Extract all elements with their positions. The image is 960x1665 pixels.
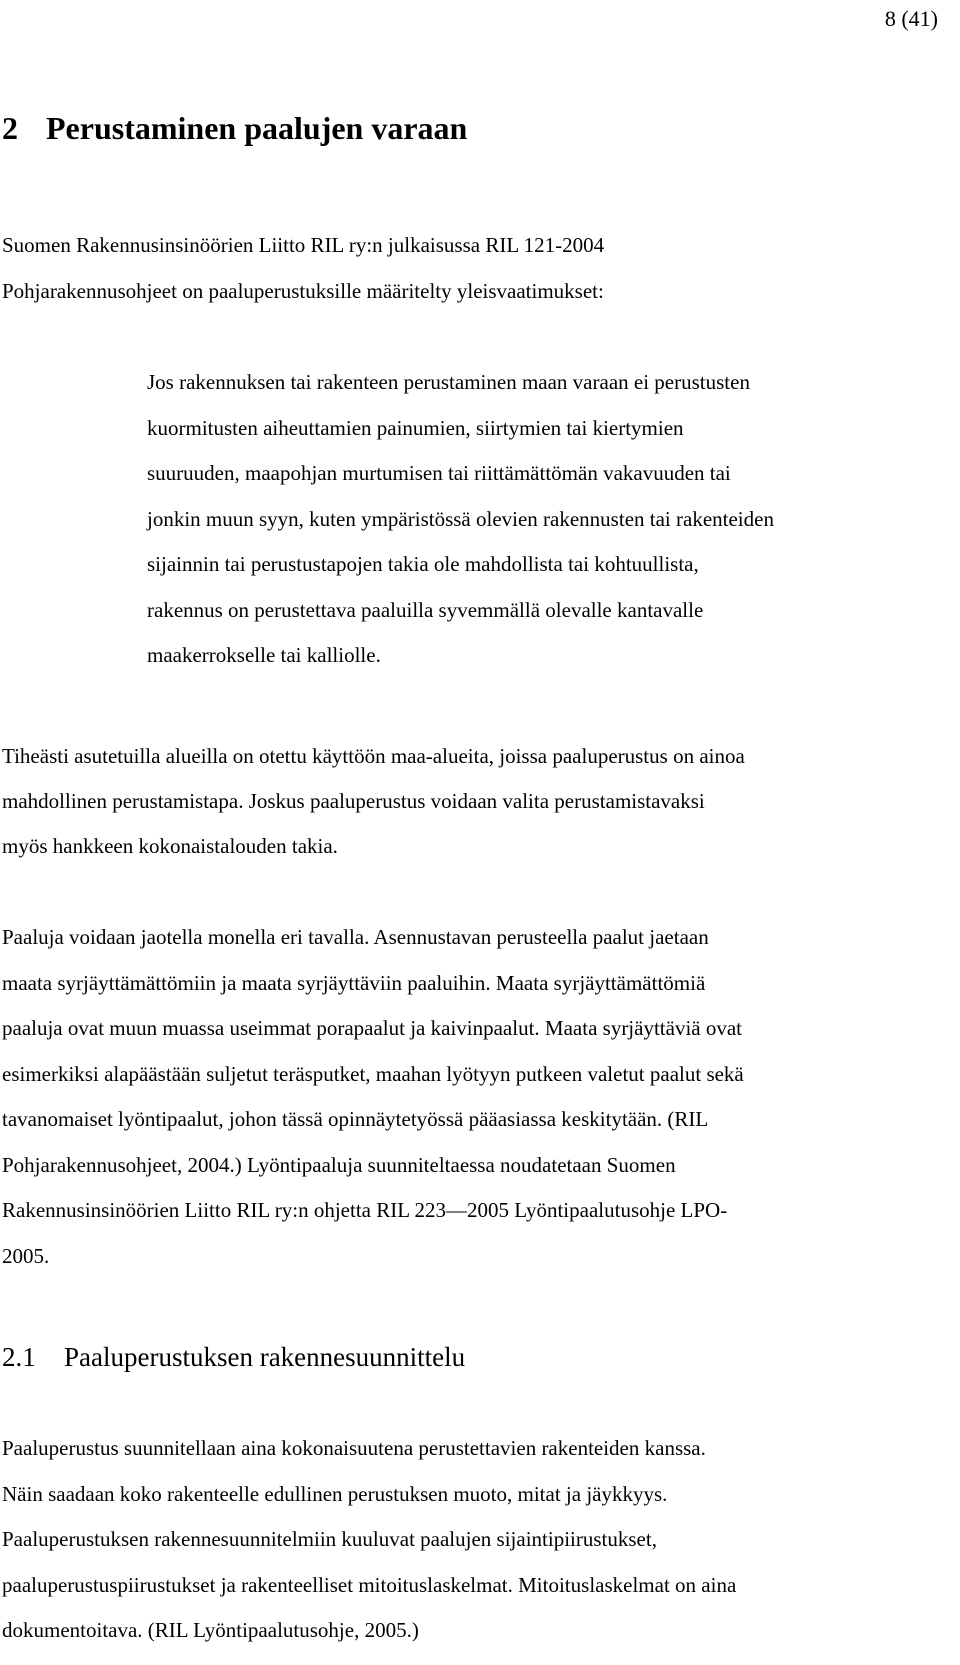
text-line: jonkin muun syyn, kuten ympäristössä olevien rakennusten tai rakenteiden: [147, 506, 774, 531]
text-line: tavanomaiset lyöntipaalut, johon tässä opinnäytetyössä pääasiassa keskitytään. (RIL: [2, 1107, 709, 1131]
text-line: Suomen Rakennusinsinöörien Liitto RIL ry:n julkaisussa RIL 121-2004: [2, 233, 605, 257]
section-number: 2.1: [2, 1342, 36, 1372]
text-line: Pohjarakennusohjeet, 2004.) Lyöntipaaluja suunniteltaessa noudatetaan Suomen: [2, 1152, 676, 1177]
text-line: dokumentoitava. (RIL Lyöntipaalutusohje, 2005.): [2, 1618, 419, 1642]
quoted-requirement: [147, 360, 937, 679]
chapter-number: 2: [2, 110, 18, 146]
intro-paragraph: [2, 222, 942, 314]
text-line: paaluperustuspiirustukset ja rakenteelliset mitoituslaskelmat. Mitoituslaskelmat on aina: [2, 1572, 737, 1597]
pile-types-paragraph: [2, 915, 942, 1279]
text-line: 2005.: [2, 1243, 50, 1268]
text-line: myös hankkeen kokonaistalouden takia.: [2, 834, 338, 858]
text-line: Rakennusinsinöörien Liitto RIL ry:n ohjetta RIL 223—2005 Lyöntipaalutusohje LPO-: [2, 1198, 728, 1222]
text-line: suuruuden, maapohjan murtumisen tai riittämättömän vakavuuden tai: [147, 461, 731, 485]
page-number: 8 (41): [884, 6, 938, 31]
text-line: Paaluperustus suunnitellaan aina kokonaisuutena perustettavien rakenteiden kanssa.: [2, 1436, 706, 1460]
text-line: maata syrjäyttämättömiin ja maata syrjäyttäviin paaluihin. Maata syrjäyttämättömiä: [2, 970, 706, 995]
design-paragraph: [2, 1426, 942, 1654]
section-heading: [2, 1340, 465, 1374]
text-line: rakennus on perustettava paaluilla syvemmällä olevalle kantavalle: [147, 597, 704, 622]
text-line: sijainnin tai perustustapojen takia ole mahdollista tai kohtuullista,: [147, 552, 699, 576]
dense-areas-paragraph: [2, 734, 942, 869]
chapter-heading: [2, 108, 467, 148]
text-line: Pohjarakennusohjeet on paaluperustuksille määritelty yleisvaatimukset:: [2, 279, 604, 303]
text-line: paaluja ovat muun muassa useimmat porapaalut ja kaivinpaalut. Maata syrjäyttäviä ovat: [2, 1016, 743, 1040]
text-line: Jos rakennuksen tai rakenteen perustaminen maan varaan ei perustusten: [147, 370, 750, 394]
text-line: mahdollinen perustamistapa. Joskus paaluperustus voidaan valita perustamistavaksi: [2, 789, 705, 813]
text-line: esimerkiksi alapäästään suljetut teräsputket, maahan lyötyyn putkeen valetut paalut sekä: [2, 1061, 744, 1086]
text-line: Paaluperustuksen rakennesuunnitelmiin kuuluvat paalujen sijaintipiirustukset,: [2, 1527, 657, 1551]
text-line: Paaluja voidaan jaotella monella eri tavalla. Asennustavan perusteella paalut jaetaan: [2, 925, 709, 949]
text-line: Näin saadaan koko rakenteelle edullinen perustuksen muoto, mitat ja jäykkyys.: [2, 1481, 668, 1506]
chapter-title: Perustaminen paalujen varaan: [46, 110, 468, 146]
text-line: maakerrokselle tai kalliolle.: [147, 643, 381, 667]
text-line: kuormitusten aiheuttamien painumien, siirtymien tai kiertymien: [147, 415, 684, 440]
text-line: Tiheästi asutetuilla alueilla on otettu käyttöön maa-alueita, joissa paaluperustus on ainoa: [2, 744, 745, 768]
section-title: Paaluperustuksen rakennesuunnittelu: [64, 1342, 466, 1372]
